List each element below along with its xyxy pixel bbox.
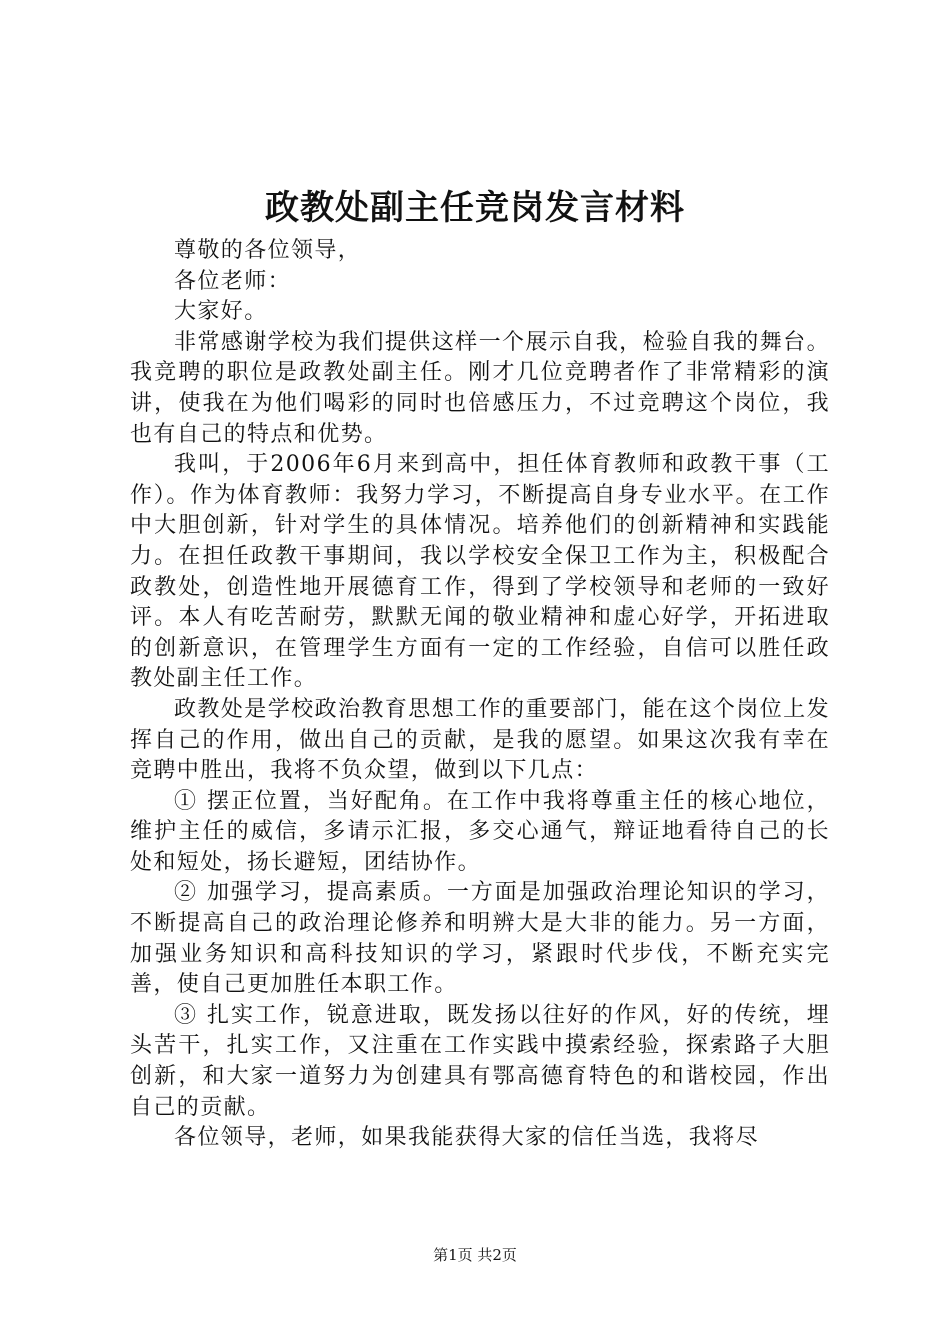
paragraph-point-1: ① 摆正位置，当好配角。在工作中我将尊重主任的核心地位，维护主任的威信，多请示汇报，多交心通气，辩证地看待自己的长处和短处，扬长避短，团结协作。	[130, 788, 830, 875]
paragraph-self-introduction: 我叫，于2006年6月来到高中，担任体育教师和政教干事（工作）。作为体育教师：我努力学习，不断提高自身专业水平。在工作中大胆创新，针对学生的具体情况。培养他们的创新精神和实践能力。在担任政教干事期间，我以学校安全保卫工作为主，积极配合政教处，创造性地开展德育工作，得到了学校领导和老师的一致好评。本人有吃苦耐劳，默默无闻的敬业精神和虚心好学，开拓进取的创新意识，在管理学生方面有一定的工作经验，自信可以胜任政教处副主任工作。	[130, 452, 830, 692]
paragraph-salutation-leaders: 尊敬的各位领导，	[174, 238, 362, 263]
page-number-footer: 第1页 共2页	[433, 1246, 517, 1264]
paragraph-thanks: 非常感谢学校为我们提供这样一个展示自我，检验自我的舞台。我竞聘的职位是政教处副主任。刚才几位竞聘者作了非常精彩的演讲，使我在为他们喝彩的同时也倍感压力，不过竞聘这个岗位，我也有自己的特点和优势。	[130, 329, 830, 447]
paragraph-department-role: 政教处是学校政治教育思想工作的重要部门，能在这个岗位上发挥自己的作用，做出自己的贡献，是我的愿望。如果这次我有幸在竞聘中胜出，我将不负众望，做到以下几点：	[130, 696, 830, 784]
paragraph-point-3: ③ 扎实工作，锐意进取，既发扬以往好的作风，好的传统，埋头苦干，扎实工作，又注重在工作实践中摸索经验，探索路子大胆创新，和大家一道努力为创建具有鄂高德育特色的和谐校园，作出自己的贡献。	[130, 1002, 830, 1120]
document-body	[130, 236, 830, 1154]
paragraph-closing: 各位领导，老师，如果我能获得大家的信任当选，我将尽	[174, 1125, 760, 1151]
document-title: 政教处副主任竞岗发言材料	[265, 188, 685, 228]
paragraph-greeting: 大家好。	[174, 299, 268, 325]
paragraph-salutation-teachers: 各位老师：	[174, 268, 292, 294]
paragraph-point-2: ② 加强学习，提高素质。一方面是加强政治理论知识的学习，不断提高自己的政治理论修养和明辨大是大非的能力。另一方面，加强业务知识和高科技知识的学习，紧跟时代步伐，不断充实完善，使自己更加胜任本职工作。	[130, 880, 830, 998]
